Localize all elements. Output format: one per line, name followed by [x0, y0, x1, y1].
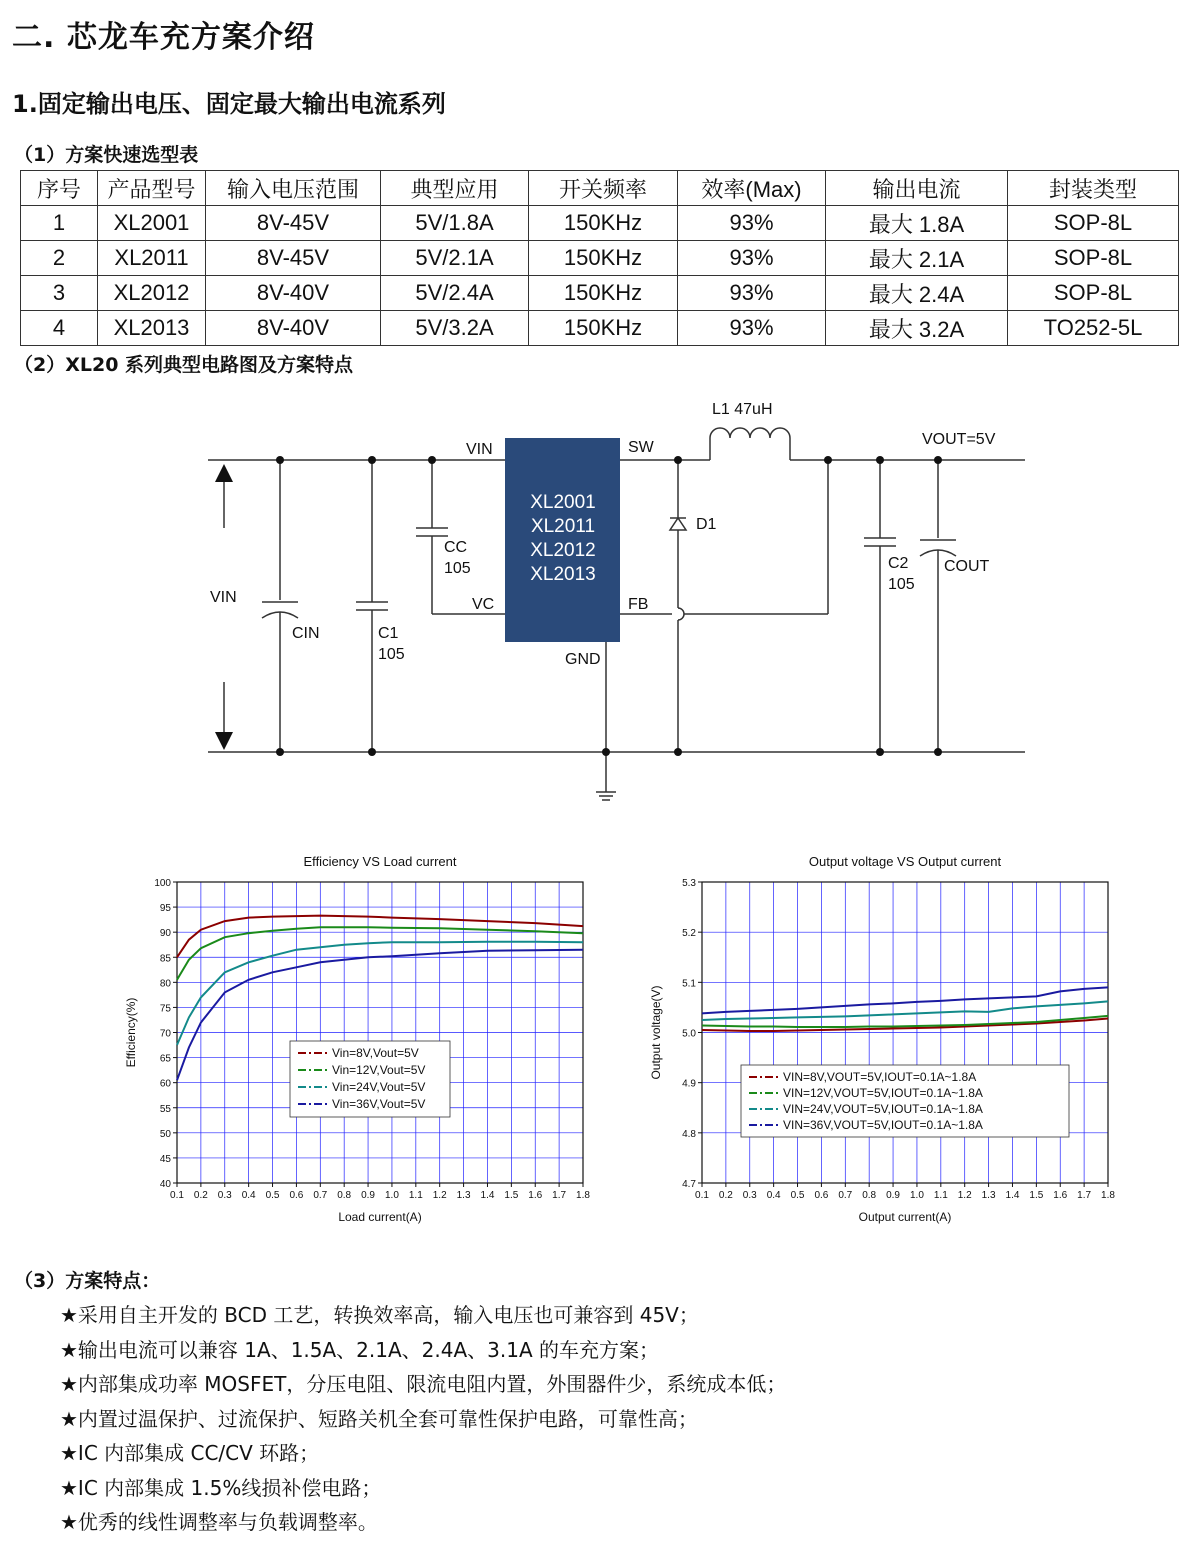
x-tick-label: 1.6 — [1053, 1190, 1068, 1201]
header-cell: 产品型号 — [98, 171, 206, 206]
x-tick-label: 1.7 — [552, 1190, 567, 1201]
x-tick-label: 1.1 — [408, 1190, 423, 1201]
pin-gnd-label: GND — [565, 651, 601, 668]
header-cell: 输出电流 — [826, 171, 1008, 206]
chip-label: XL2001 — [530, 492, 596, 513]
header-cell: 序号 — [21, 171, 98, 206]
table-cell: 150KHz — [529, 241, 678, 276]
diode-triangle — [670, 518, 686, 530]
table-cell: 4 — [21, 311, 98, 346]
junction-dot — [276, 748, 284, 756]
table-cell: 93% — [678, 206, 826, 241]
feature-item: ★采用自主开发的 BCD 工艺，转换效率高，输入电压也可兼容到 45V； — [60, 1303, 699, 1327]
pin-sw-label: SW — [628, 439, 654, 456]
x-tick-label: 1.3 — [456, 1190, 471, 1201]
header-cell: 封装类型 — [1008, 171, 1179, 206]
table-cell: 150KHz — [529, 276, 678, 311]
x-tick-label: 1.0 — [909, 1190, 924, 1201]
table-cell: 最大 1.8A — [826, 206, 1008, 241]
pin-vc-label: VC — [472, 596, 495, 613]
table-cell: 8V-40V — [206, 276, 381, 311]
x-tick-label: 0.5 — [790, 1190, 805, 1201]
table-cell: 5V/1.8A — [381, 206, 529, 241]
x-tick-label: 0.9 — [886, 1190, 901, 1201]
table-cell: 5V/2.1A — [381, 241, 529, 276]
legend-label: VIN=36V,VOUT=5V,IOUT=0.1A~1.8A — [783, 1118, 983, 1132]
junction-dot — [368, 748, 376, 756]
y-tick-label: 85 — [159, 953, 171, 965]
pin-fb-label: FB — [628, 596, 649, 613]
legend-label: Vin=8V,Vout=5V — [332, 1046, 419, 1060]
x-tick-label: 0.7 — [313, 1190, 328, 1201]
y-tick-label: 70 — [159, 1028, 171, 1040]
output-voltage-chart — [640, 848, 1130, 1238]
x-tick-label: 1.8 — [576, 1190, 590, 1201]
x-tick-label: 1.8 — [1101, 1190, 1115, 1201]
table-cell: 8V-45V — [206, 241, 381, 276]
x-tick-label: 0.5 — [265, 1190, 280, 1201]
table-cell: TO252-5L — [1008, 311, 1179, 346]
vin-source-label: VIN — [210, 589, 237, 606]
table-cell: 2 — [21, 241, 98, 276]
y-tick-label: 50 — [159, 1128, 171, 1140]
legend-label: Vin=36V,Vout=5V — [332, 1097, 426, 1111]
x-tick-label: 0.3 — [217, 1190, 232, 1201]
table-row — [21, 276, 1179, 311]
feature-item: ★内置过温保护、过流保护、短路关机全套可靠性保护电路，可靠性高； — [60, 1406, 698, 1431]
subsection-title: 1.固定输出电压、固定最大输出电流系列 — [12, 90, 446, 118]
junction-dot — [674, 456, 682, 464]
table-cell: 最大 2.1A — [826, 241, 1008, 276]
section-title: 二. 芯龙车充方案介绍 — [12, 20, 315, 55]
legend-label: VIN=8V,VOUT=5V,IOUT=0.1A~1.8A — [783, 1070, 977, 1084]
features-caption: （3）方案特点： — [14, 1270, 161, 1292]
table-cell: 5V/3.2A — [381, 311, 529, 346]
chip-label: XL2013 — [530, 564, 596, 585]
y-tick-label: 45 — [159, 1153, 171, 1165]
wire-crossover — [678, 608, 684, 620]
y-tick-label: 4.8 — [682, 1128, 696, 1140]
table-cell: 93% — [678, 241, 826, 276]
chart-title: Efficiency VS Load current — [303, 854, 457, 869]
table-row — [21, 241, 1179, 276]
legend-label: Vin=12V,Vout=5V — [332, 1063, 426, 1077]
y-tick-label: 55 — [159, 1103, 171, 1115]
y-tick-label: 5.1 — [682, 978, 696, 990]
table-cell: SOP-8L — [1008, 276, 1179, 311]
junction-dot — [876, 748, 884, 756]
feature-list — [60, 1298, 786, 1540]
legend-label: VIN=24V,VOUT=5V,IOUT=0.1A~1.8A — [783, 1102, 983, 1116]
y-tick-label: 5.0 — [682, 1028, 696, 1040]
diode-label: D1 — [696, 516, 717, 533]
y-tick-label: 40 — [159, 1179, 171, 1190]
x-tick-label: 0.3 — [742, 1190, 757, 1201]
table-cell: XL2013 — [98, 311, 206, 346]
y-axis-label: Efficiency(%) — [124, 997, 138, 1068]
y-axis-label: Output voltage(V) — [649, 985, 663, 1080]
table-cell: 150KHz — [529, 206, 678, 241]
junction-dot — [674, 748, 682, 756]
table-cell: 3 — [21, 276, 98, 311]
selection-table — [20, 170, 1179, 346]
x-tick-label: 1.5 — [504, 1190, 519, 1201]
x-tick-label: 0.4 — [766, 1190, 781, 1201]
table-cell: 8V-45V — [206, 206, 381, 241]
header-cell: 典型应用 — [381, 171, 529, 206]
table-cell: SOP-8L — [1008, 241, 1179, 276]
circuit-diagram — [0, 380, 1200, 810]
table-cell: XL2001 — [98, 206, 206, 241]
circuit-caption: （2）XL20 系列典型电路图及方案特点 — [14, 354, 354, 376]
junction-dot — [368, 456, 376, 464]
x-tick-label: 0.9 — [361, 1190, 376, 1201]
table-row — [21, 206, 1179, 241]
x-axis-label: Load current(A) — [338, 1210, 422, 1224]
table-cell: 5V/2.4A — [381, 276, 529, 311]
feature-item: ★输出电流可以兼容 1A、1.5A、2.1A、2.4A、3.1A 的车充方案； — [60, 1337, 660, 1362]
x-tick-label: 0.2 — [193, 1190, 208, 1201]
x-tick-label: 0.6 — [289, 1190, 304, 1201]
chip-label: XL2012 — [530, 540, 596, 561]
x-tick-label: 1.4 — [1005, 1190, 1020, 1201]
y-tick-label: 5.2 — [682, 928, 696, 940]
c2-value: 105 — [888, 576, 915, 593]
y-tick-label: 80 — [159, 978, 171, 990]
x-tick-label: 0.1 — [170, 1190, 184, 1201]
x-tick-label: 1.6 — [528, 1190, 543, 1201]
table-header-row — [21, 171, 1179, 206]
junction-dot — [276, 456, 284, 464]
x-tick-label: 0.1 — [695, 1190, 709, 1201]
x-tick-label: 1.5 — [1029, 1190, 1044, 1201]
x-tick-label: 0.7 — [838, 1190, 853, 1201]
table-cell: 最大 3.2A — [826, 311, 1008, 346]
table-cell: 93% — [678, 311, 826, 346]
series-line — [177, 927, 583, 980]
legend-label: Vin=24V,Vout=5V — [332, 1080, 426, 1094]
feature-item: ★优秀的线性调整率与负载调整率。 — [60, 1510, 378, 1534]
header-cell: 输入电压范围 — [206, 171, 381, 206]
vout-label: VOUT=5V — [922, 431, 996, 448]
cc-label: CC — [444, 539, 468, 556]
y-tick-label: 60 — [159, 1078, 171, 1090]
inductor-coil — [710, 428, 790, 460]
x-tick-label: 0.8 — [862, 1190, 877, 1201]
y-tick-label: 100 — [154, 878, 171, 889]
cout-label: COUT — [944, 558, 990, 575]
cin-label: CIN — [292, 625, 320, 642]
chart-title: Output voltage VS Output current — [808, 854, 1002, 869]
y-tick-label: 95 — [159, 903, 171, 915]
legend-label: VIN=12V,VOUT=5V,IOUT=0.1A~1.8A — [783, 1086, 983, 1100]
feature-item: ★IC 内部集成 1.5%线损补偿电路； — [60, 1475, 382, 1500]
x-tick-label: 1.4 — [480, 1190, 495, 1201]
arrow-down-icon — [215, 732, 233, 750]
table-caption: （1）方案快速选型表 — [14, 144, 199, 166]
y-tick-label: 90 — [159, 928, 171, 940]
pin-vin-label: VIN — [466, 441, 493, 458]
x-tick-label: 0.2 — [718, 1190, 733, 1201]
y-tick-label: 4.7 — [682, 1179, 696, 1190]
arrow-up-icon — [215, 464, 233, 482]
junction-dot — [428, 456, 436, 464]
junction-dot — [824, 456, 832, 464]
junction-dot — [934, 456, 942, 464]
table-cell: 1 — [21, 206, 98, 241]
c2-label: C2 — [888, 555, 909, 572]
table-cell: XL2012 — [98, 276, 206, 311]
x-tick-label: 1.2 — [432, 1190, 447, 1201]
x-tick-label: 1.2 — [957, 1190, 972, 1201]
c1-value: 105 — [378, 646, 405, 663]
y-tick-label: 65 — [159, 1053, 171, 1065]
x-tick-label: 0.4 — [241, 1190, 256, 1201]
x-tick-label: 1.1 — [933, 1190, 948, 1201]
table-cell: 150KHz — [529, 311, 678, 346]
y-tick-label: 75 — [159, 1003, 171, 1015]
table-cell: SOP-8L — [1008, 206, 1179, 241]
x-tick-label: 1.7 — [1077, 1190, 1092, 1201]
table-row — [21, 311, 1179, 346]
c1-label: C1 — [378, 625, 399, 642]
x-tick-label: 1.0 — [384, 1190, 399, 1201]
table-cell: 8V-40V — [206, 311, 381, 346]
header-cell: 开关频率 — [529, 171, 678, 206]
efficiency-chart — [120, 848, 600, 1238]
table-cell: 最大 2.4A — [826, 276, 1008, 311]
x-tick-label: 1.3 — [981, 1190, 996, 1201]
junction-dot — [602, 748, 610, 756]
y-tick-label: 5.3 — [682, 878, 696, 889]
feature-item: ★内部集成功率 MOSFET，分压电阻、限流电阻内置，外围器件少，系统成本低； — [60, 1372, 787, 1396]
x-tick-label: 0.8 — [337, 1190, 352, 1201]
inductor-label: L1 47uH — [712, 401, 773, 418]
series-line — [702, 987, 1108, 1013]
table-cell: XL2011 — [98, 241, 206, 276]
x-tick-label: 0.6 — [814, 1190, 829, 1201]
cc-value: 105 — [444, 560, 471, 577]
table-cell: 93% — [678, 276, 826, 311]
y-tick-label: 4.9 — [682, 1078, 696, 1090]
chip-label: XL2011 — [530, 516, 596, 537]
junction-dot — [934, 748, 942, 756]
x-axis-label: Output current(A) — [858, 1210, 952, 1224]
header-cell: 效率(Max) — [678, 171, 826, 206]
feature-item: ★IC 内部集成 CC/CV 环路； — [60, 1441, 320, 1465]
junction-dot — [876, 456, 884, 464]
